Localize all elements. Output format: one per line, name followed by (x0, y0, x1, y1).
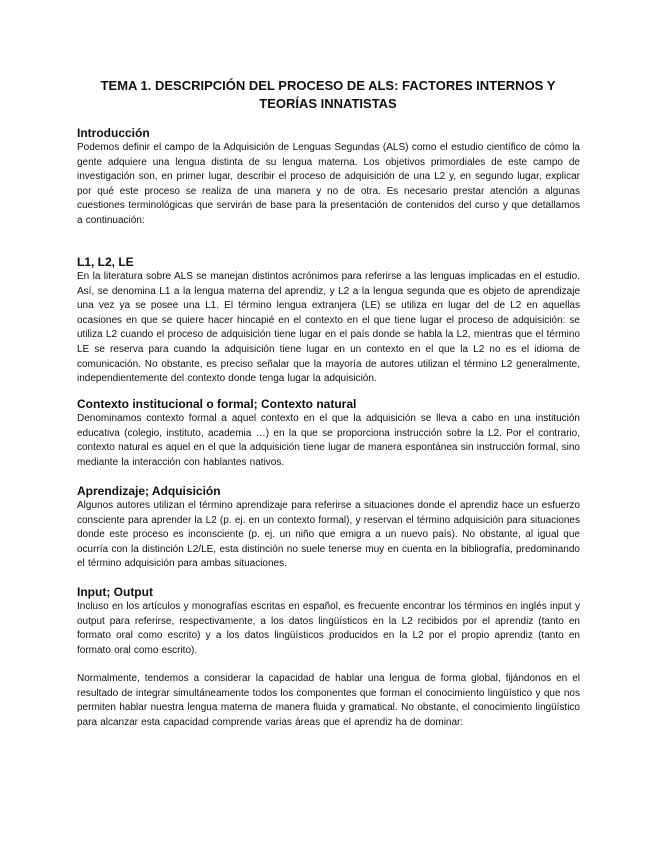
section-contexto (77, 397, 580, 470)
section-heading: Contexto institucional o formal; Contexto natural (77, 397, 357, 411)
section-introduccion (77, 126, 580, 229)
section-body: Incluso en los artículos y monografías escritas en español, es frecuente encontrar los términos en inglés input y output para referirse, respectivamente, a los datos lingüísticos en la L2 recibidos por el aprendiz (tanto en formato oral como escrito) y a los datos lingüísticos producidos en la L2 por el propio aprendiz (tanto en formato oral como escrito). (77, 601, 580, 656)
section-body: Podemos definir el campo de la Adquisición de Lenguas Segundas (ALS) como el estudio científico de cómo la gente adquiere una lengua distinta de su lengua materna. Los objetivos primordiales de este campo de investigación son, en primer lugar, describir el proceso de adquisición de una L2 y, en segundo lugar, explicar por qué este proceso se realiza de una manera y no de otra. Es necesario prestar atención a algunas cuestiones terminológicas que servirán de base para la presentación de contenidos del curso y que detallamos a continuación: (77, 142, 580, 226)
closing-paragraph-text: Normalmente, tendemos a considerar la capacidad de hablar una lengua de forma global, fijándonos en el resultado de integrar simultáneamente todos los componentes que forman el conocimiento lingüístico y que nos permiten hablar nuestra lengua materna de manera fluida y gramatical. No obstante, el conocimiento lingüístico para alcanzar esta capacidad comprende varias áreas que el aprendiz ha de dominar: (77, 673, 580, 728)
section-body: Denominamos contexto formal a aquel contexto en el que la adquisición se lleva a cabo en una institución educativa (colegio, instituto, academia …) en la que se proporciona instrucción sobre la L2. Por el contrario, contexto natural es aquel en el que la adquisición tiene lugar de manera espontánea sin instrucción formal, sino mediante la interacción con hablantes nativos. (77, 413, 580, 468)
section-body: En la literatura sobre ALS se manejan distintos acrónimos para referirse a las lenguas implicadas en el estudio. Así, se denomina L1 a la lengua materna del aprendiz, y L2 a la lengua segunda que es objeto de aprendizaje una vez ya se posee una L1. El término lengua extranjera (LE) se utiliza en lugar del de L2 en aquellas ocasiones en que se quiere hacer hincapié en el contexto en el que tiene lugar el proceso de adquisición: se utiliza L2 cuando el proceso de adquisición tiene lugar en el país donde se habla la L2, mientras que el término LE se reserva para cuando la adquisición tiene lugar en un contexto en el que la L2 no es el idioma de comunicación. No obstante, es preciso señalar que la mayoría de autores utilizan el término L2 generalmente, independientemente del contexto donde tenga lugar la adquisición. (77, 271, 580, 385)
section-l1-l2-le (77, 255, 580, 387)
section-input-output (77, 585, 580, 658)
section-heading: Aprendizaje; Adquisición (77, 484, 221, 498)
section-body: Algunos autores utilizan el término aprendizaje para referirse a situaciones donde el aprendiz hace un esfuerzo consciente para aprender la L2 (p. ej. en un contexto formal), y reservan el término adquisición para situaciones donde este proceso es inconsciente (p. ej. un niño que emigra a un nuevo país). No obstante, al igual que ocurría con la distinción L2/LE, esta distinción no suele tenerse muy en cuenta en la bibliografía, predominando el término adquisición para ambas situaciones. (77, 500, 580, 570)
closing-paragraph (77, 672, 580, 730)
document-title: TEMA 1. DESCRIPCIÓN DEL PROCESO DE ALS: FACTORES INTERNOS Y TEORÍAS INNATISTAS (100, 78, 556, 111)
section-heading: Introducción (77, 126, 150, 140)
section-aprendizaje-adquisicion (77, 484, 580, 572)
section-heading: L1, L2, LE (77, 255, 134, 269)
section-heading: Input; Output (77, 585, 153, 599)
